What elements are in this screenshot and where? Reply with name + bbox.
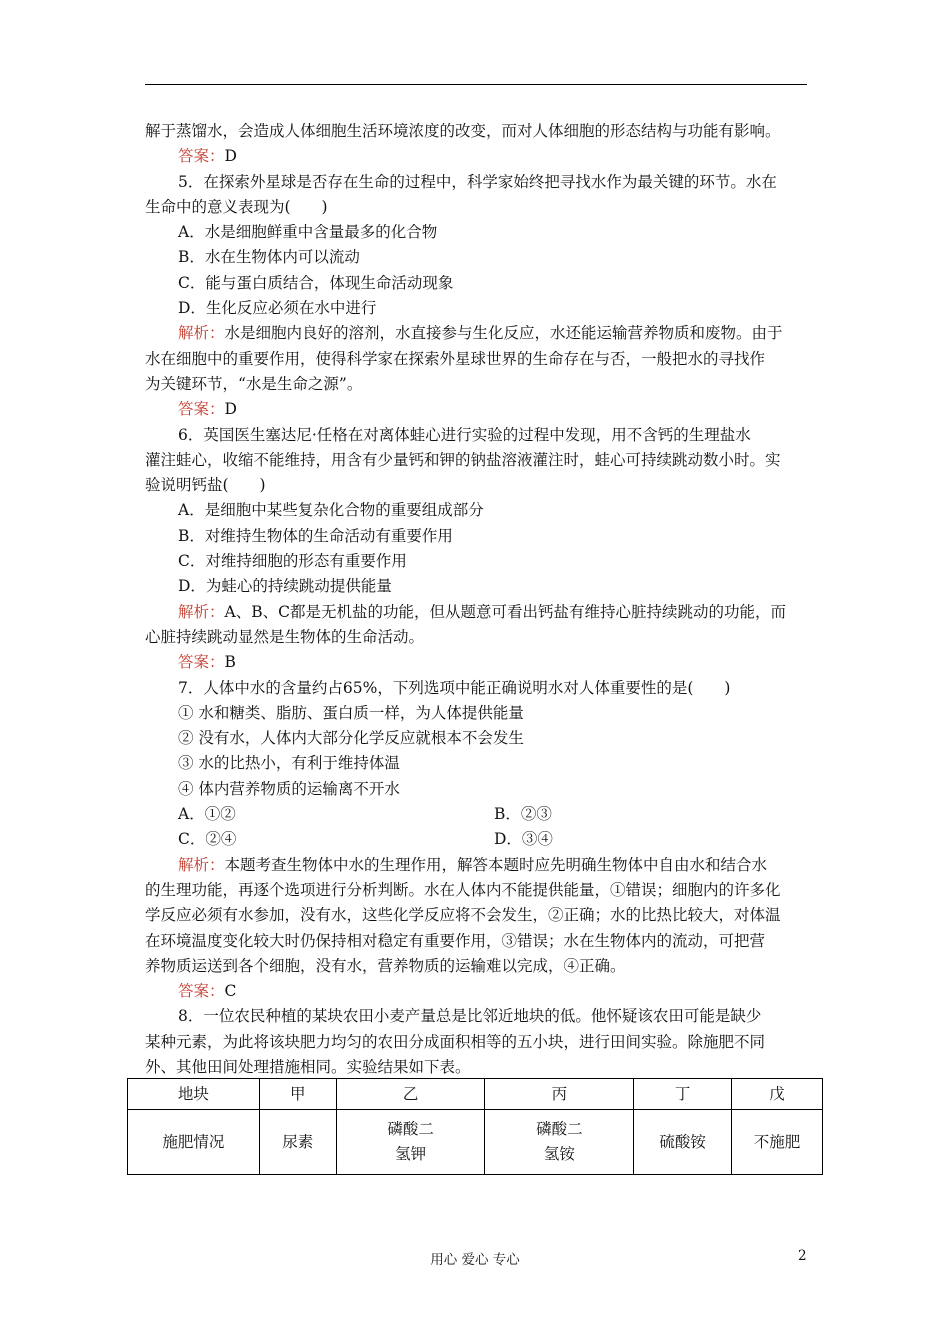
option-choice: A．①② — [178, 805, 236, 824]
option-choice: B．②③ — [494, 805, 552, 824]
answer-label: 解析： — [178, 324, 225, 343]
text-line — [145, 119, 810, 144]
table-cell: 不施肥 — [732, 1110, 823, 1175]
text-line — [145, 144, 810, 169]
text-line — [145, 195, 810, 220]
text-line — [145, 321, 810, 346]
text-line — [145, 347, 810, 372]
line-text: ④ 体内营养物质的运输离不开水 — [178, 779, 400, 798]
line-text: D．生化反应必须在水中进行 — [178, 299, 377, 318]
option-choice: D．③④ — [494, 830, 553, 849]
text-line — [145, 600, 810, 625]
line-text: A．水是细胞鲜重中含量最多的化合物 — [178, 223, 438, 242]
text-line — [145, 245, 810, 270]
line-text: 5．在探索外星球是否存在生命的过程中，科学家始终把寻找水作为最关键的环节。水在 — [178, 172, 777, 191]
text-line — [145, 676, 810, 701]
line-text: 水在细胞中的重要作用，使得科学家在探索外星球世界的生命存在与否，一般把水的寻找作 — [145, 349, 766, 368]
line-text: 6．英国医生塞达尼·任格在对离体蛙心进行实验的过程中发现，用不含钙的生理盐水 — [178, 425, 751, 444]
table-cell: 硫酸铵 — [634, 1110, 732, 1175]
text-line — [145, 929, 810, 954]
line-text: 生命中的意义表现为( ) — [145, 197, 328, 216]
text-line — [145, 220, 810, 245]
answer-label: 答案： — [178, 982, 225, 1001]
table-cell: 磷酸二 氢铵 — [485, 1110, 634, 1175]
line-text: ② 没有水，人体内大部分化学反应就根本不会发生 — [178, 729, 524, 748]
answer-label: 解析： — [178, 855, 225, 874]
line-text: 水是细胞内良好的溶剂，水直接参与生化反应，水还能运输营养物质和废物。由于 — [224, 324, 783, 343]
line-text: A．是细胞中某些复杂化合物的重要组成部分 — [178, 501, 484, 520]
text-line — [145, 372, 810, 397]
answer-label: 答案： — [178, 653, 225, 672]
line-text: 的生理功能，再逐个选项进行分析判断。水在人体内不能提供能量，①错误；细胞内的许多化 — [145, 880, 781, 899]
table-header-cell: 地块 — [128, 1079, 260, 1110]
line-text: 在环境温度变化较大时仍保持相对稳定有重要作用，③错误；水在生物体内的流动，可把营 — [145, 931, 766, 950]
answer-label: 解析： — [178, 602, 225, 621]
line-text: B．水在生物体内可以流动 — [178, 248, 360, 267]
table-row — [128, 1110, 823, 1175]
line-text: 解于蒸馏水，会造成人体细胞生活环境浓度的改变，而对人体细胞的形态结构与功能有影响。 — [145, 122, 781, 140]
line-text: A、B、C都是无机盐的功能，但从题意可看出钙盐有维持心脏持续跳动的功能，而 — [224, 602, 786, 621]
line-text: 验说明钙盐( ) — [145, 476, 266, 495]
table-header-cell: 戊 — [732, 1079, 823, 1110]
text-line — [145, 170, 810, 195]
line-text: 8．一位农民种植的某块农田小麦产量总是比邻近地块的低。他怀疑该农田可能是缺少 — [178, 1007, 762, 1026]
line-text: 灌注蛙心，收缩不能维持，用含有少量钙和钾的钠盐溶液灌注时，蛙心可持续跳动数小时。实 — [145, 450, 781, 469]
table-header-cell: 丙 — [485, 1079, 634, 1110]
text-line — [145, 878, 810, 903]
text-line — [145, 751, 810, 776]
table-cell: 施肥情况 — [128, 1110, 260, 1175]
line-text: B — [224, 653, 236, 672]
line-text: D — [224, 400, 237, 419]
table-header-cell: 丁 — [634, 1079, 732, 1110]
text-line — [145, 296, 810, 321]
footer-slogan: 用心 爱心 专心 — [430, 1252, 520, 1268]
text-line — [145, 827, 810, 852]
text-line — [145, 625, 810, 650]
text-line — [145, 903, 810, 928]
text-line — [145, 498, 810, 523]
answer-label: 答案： — [178, 400, 225, 419]
text-line — [145, 777, 810, 802]
text-line — [145, 726, 810, 751]
text-line — [145, 448, 810, 473]
text-line — [145, 271, 810, 296]
answer-label: 答案： — [178, 147, 225, 166]
text-line — [145, 397, 810, 422]
line-text: 外、其他田间处理措施相同。实验结果如下表。 — [145, 1057, 471, 1076]
text-line — [145, 954, 810, 979]
line-text: C．能与蛋白质结合，体现生命活动现象 — [178, 273, 454, 292]
line-text: 7．人体中水的含量约占65%，下列选项中能正确说明水对人体重要性的是( ) — [178, 678, 731, 697]
text-line — [145, 1030, 810, 1055]
line-text: 养物质运送到各个细胞，没有水，营养物质的运输难以完成，④正确。 — [145, 956, 626, 975]
text-line — [145, 423, 810, 448]
text-line — [145, 701, 810, 726]
document-body — [145, 119, 810, 1080]
option-choice: C．②④ — [178, 830, 237, 849]
table-header-cell: 甲 — [259, 1079, 336, 1110]
text-line — [145, 650, 810, 675]
text-line — [145, 979, 810, 1004]
line-text: 某种元素，为此将该块肥力均匀的农田分成面积相等的五小块，进行田间实验。除施肥不同 — [145, 1032, 766, 1051]
text-line — [145, 524, 810, 549]
table-header-cell: 乙 — [336, 1079, 485, 1110]
line-text: 学反应必须有水参加，没有水，这些化学反应将不会发生，②正确；水的比热比较大，对体温 — [145, 906, 781, 925]
line-text: D — [224, 147, 237, 166]
table-header-row — [128, 1079, 823, 1110]
line-text: D．为蛙心的持续跳动提供能量 — [178, 577, 392, 596]
line-text: 为关键环节，“水是生命之源”。 — [145, 374, 363, 393]
text-line — [145, 549, 810, 574]
table-cell: 磷酸二 氢钾 — [336, 1110, 485, 1175]
table-cell: 尿素 — [259, 1110, 336, 1175]
text-line — [145, 802, 810, 827]
line-text: ③ 水的比热小，有利于维持体温 — [178, 754, 400, 773]
line-text: C — [224, 982, 237, 1001]
line-text: C．对维持细胞的形态有重要作用 — [178, 552, 407, 571]
text-line — [145, 574, 810, 599]
header-rule — [145, 84, 807, 85]
text-line — [145, 1055, 810, 1080]
line-text: ① 水和糖类、脂肪、蛋白质一样，为人体提供能量 — [178, 703, 524, 722]
experiment-table — [127, 1078, 823, 1175]
text-line — [145, 473, 810, 498]
line-text: 本题考查生物体中水的生理作用，解答本题时应先明确生物体中自由水和结合水 — [224, 855, 768, 874]
text-line — [145, 853, 810, 878]
page-number: 2 — [798, 1248, 807, 1264]
line-text: B．对维持生物体的生命活动有重要作用 — [178, 526, 453, 545]
line-text: 心脏持续跳动显然是生物体的生命活动。 — [145, 627, 425, 646]
text-line — [145, 1004, 810, 1029]
